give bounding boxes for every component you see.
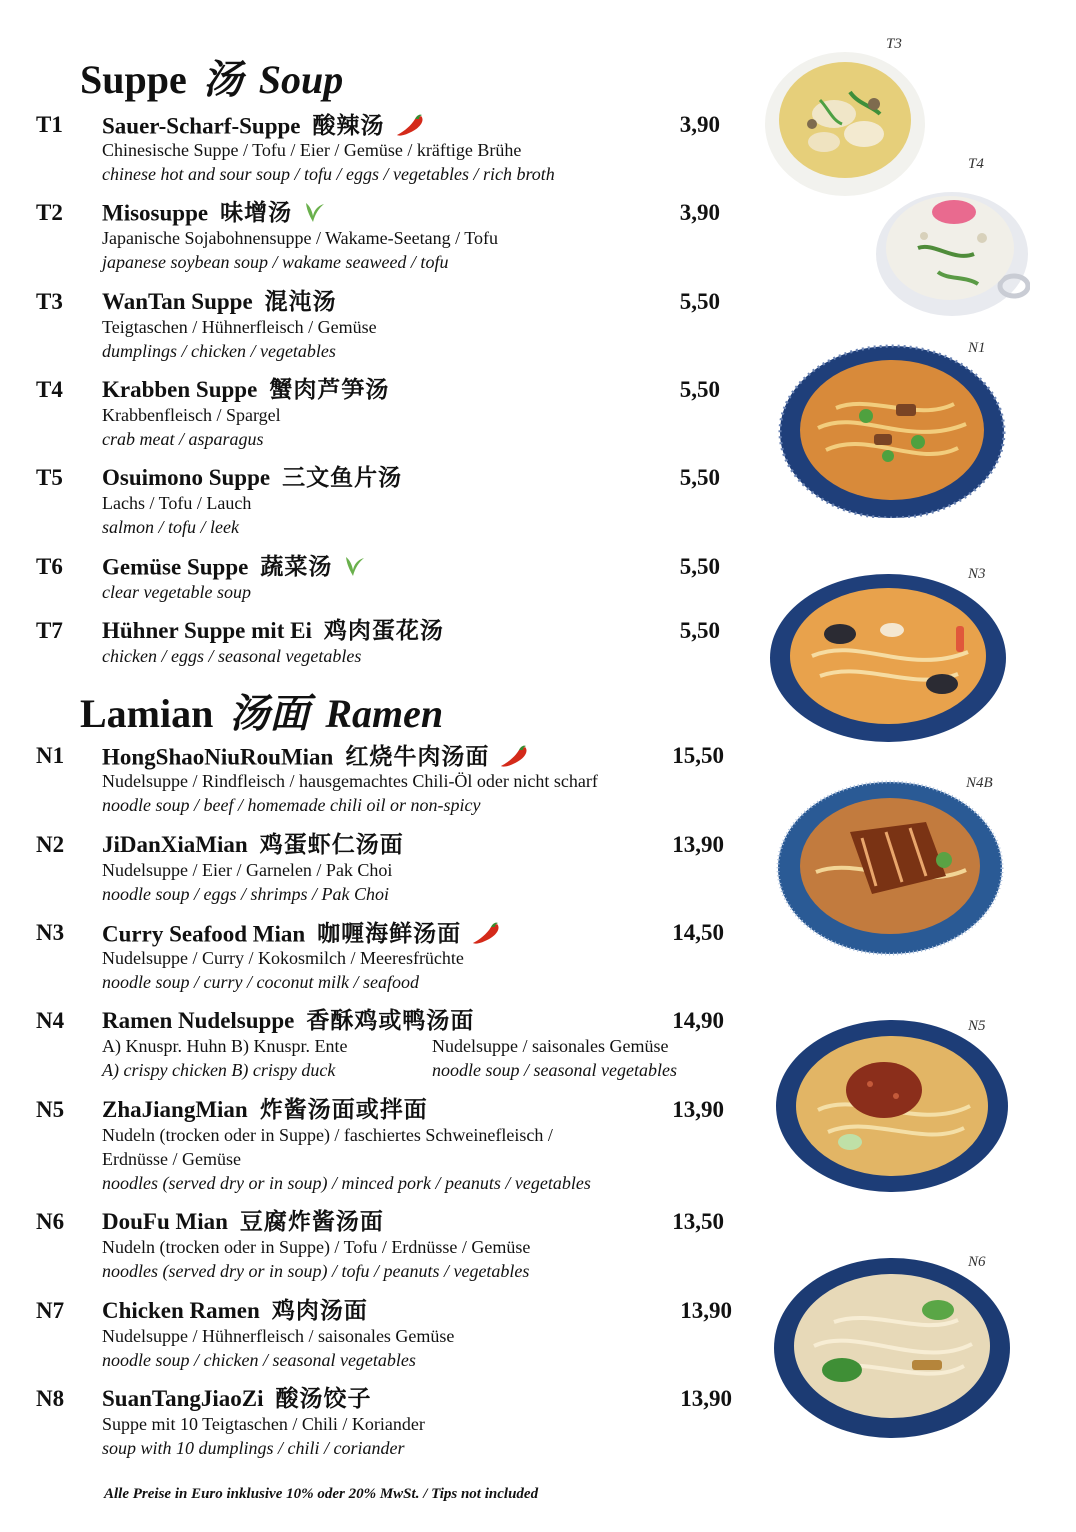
item-desc-de: Nudelsuppe / Hühnerfleisch / saisonales Gemüse — [102, 1326, 455, 1346]
item-code: N7 — [36, 1298, 65, 1323]
soup-section-title — [80, 58, 343, 102]
item-price: 13,90 — [680, 1386, 732, 1411]
item-name: Gemüse Suppe — [102, 554, 249, 580]
item-desc-en-extra: noodle soup / seasonal vegetables — [432, 1060, 677, 1080]
tofu-noodle-bowl-image — [772, 1250, 1014, 1445]
item-name: Hühner Suppe mit Ei — [102, 618, 312, 643]
photo-label-n5: N5 — [968, 1018, 986, 1034]
item-name: HongShaoNiuRouMian — [102, 744, 334, 770]
item-name-zh: 味增汤 — [220, 200, 293, 226]
duck-ramen-bowl-image — [776, 776, 1006, 961]
curry-seafood-bowl-image — [768, 566, 1008, 749]
zhajiang-noodle-bowl-image — [774, 1014, 1012, 1199]
item-desc-en: dumplings / chicken / vegetables — [102, 341, 336, 361]
item-price: 13,90 — [672, 832, 724, 857]
item-price: 5,50 — [679, 618, 720, 643]
item-desc-de: Krabbenfleisch / Spargel — [102, 405, 281, 425]
item-price: 5,50 — [679, 377, 720, 402]
item-name-zh: 鸡肉蛋花汤 — [323, 618, 444, 643]
item-code: T7 — [36, 618, 63, 643]
item-name: Misosuppe — [102, 200, 209, 226]
item-name: SuanTangJiaoZi — [102, 1386, 264, 1411]
item-name-zh: 咖喱海鲜汤面 — [317, 921, 462, 947]
photo-label-n4b: N4B — [966, 775, 993, 791]
ramen-title-en: Ramen — [325, 691, 444, 736]
item-name-zh: 三文鱼片汤 — [282, 465, 403, 490]
item-desc-en: noodle soup / chicken / seasonal vegetables — [102, 1350, 416, 1370]
item-code: N5 — [36, 1097, 65, 1122]
item-desc-en: chinese hot and sour soup / tofu / eggs / vegetables / rich broth — [102, 164, 555, 184]
item-price: 13,90 — [672, 1097, 724, 1122]
item-price: 3,90 — [679, 112, 720, 137]
item-name: Curry Seafood Mian — [102, 921, 306, 947]
item-desc-en: crab meat / asparagus — [102, 429, 264, 449]
item-name-zh: 酸辣汤 — [312, 113, 385, 139]
ramen-section-title — [80, 692, 443, 736]
item-price: 5,50 — [679, 289, 720, 314]
item-desc-de: Chinesische Suppe / Tofu / Eier / Gemüse / kräftige Brühe — [102, 140, 522, 160]
chili-icon — [471, 920, 501, 952]
photo-label-n6: N6 — [968, 1254, 986, 1270]
item-name: Chicken Ramen — [102, 1298, 260, 1323]
soup-title-en: Soup — [258, 57, 344, 102]
item-name: DouFu Mian — [102, 1209, 228, 1234]
item-desc-en: clear vegetable soup — [102, 582, 251, 602]
vegetarian-leaf-icon — [342, 554, 366, 584]
item-code: N8 — [36, 1386, 65, 1411]
item-desc-de: Lachs / Tofu / Lauch — [102, 493, 252, 513]
item-desc-de: Teigtaschen / Hühnerfleisch / Gemüse — [102, 317, 377, 337]
item-desc-en: noodles (served dry or in soup) / minced pork / peanuts / vegetables — [102, 1173, 591, 1193]
item-desc-de: Nudelsuppe / Curry / Kokosmilch / Meeresfrüchte — [102, 948, 464, 968]
item-desc-de: Suppe mit 10 Teigtaschen / Chili / Koriander — [102, 1414, 425, 1434]
item-price: 13,50 — [672, 1209, 724, 1234]
item-code: N1 — [36, 743, 65, 768]
item-price: 14,50 — [672, 920, 724, 945]
item-code: T4 — [36, 377, 63, 402]
item-desc-en: soup with 10 dumplings / chili / coriander — [102, 1438, 405, 1458]
item-code: T5 — [36, 465, 63, 490]
item-code: T3 — [36, 289, 63, 314]
item-name-zh: 红烧牛肉汤面 — [345, 744, 490, 770]
photo-label-n3: N3 — [968, 566, 986, 582]
item-name-zh: 鸡肉汤面 — [271, 1298, 368, 1323]
item-price: 13,90 — [680, 1298, 732, 1323]
ramen-title-de: Lamian — [80, 691, 214, 736]
item-name: Krabben Suppe — [102, 377, 258, 402]
item-desc-de: Nudelsuppe / Rindfleisch / hausgemachtes Chili-Öl oder nicht scharf — [102, 771, 598, 791]
item-desc-en: noodle soup / eggs / shrimps / Pak Choi — [102, 884, 389, 904]
item-desc-de-cont: Erdnüsse / Gemüse — [102, 1149, 241, 1169]
item-name-zh: 蔬菜汤 — [260, 554, 333, 580]
item-price: 3,90 — [679, 200, 720, 225]
item-desc-de: A) Knuspr. Huhn B) Knuspr. Ente — [102, 1036, 348, 1056]
item-name-zh: 香酥鸡或鸭汤面 — [306, 1008, 475, 1033]
item-code: N3 — [36, 920, 65, 945]
item-desc-en: noodle soup / curry / coconut milk / seafood — [102, 972, 419, 992]
item-name-zh: 蟹肉芦笋汤 — [269, 377, 390, 402]
item-desc-en: japanese soybean soup / wakame seaweed / tofu — [102, 252, 449, 272]
item-code: N2 — [36, 832, 65, 857]
photo-label-t3: T3 — [886, 36, 902, 52]
footer-note: Alle Preise in Euro inklusive 10% oder 20% MwSt. / Tips not included — [104, 1486, 539, 1502]
crab-soup-bowl-image — [874, 176, 1030, 323]
item-code: T1 — [36, 112, 63, 137]
item-price: 14,90 — [672, 1008, 724, 1033]
item-name-zh: 炸酱汤面或拌面 — [259, 1097, 428, 1122]
item-code: T2 — [36, 200, 63, 225]
soup-title-de: Suppe — [80, 57, 187, 102]
item-desc-en: noodle soup / beef / homemade chili oil or non-spicy — [102, 795, 481, 815]
item-desc-en: chicken / eggs / seasonal vegetables — [102, 646, 362, 666]
item-name: Sauer-Scharf-Suppe — [102, 113, 301, 139]
soup-title-zh: 汤 — [202, 57, 243, 102]
item-code: N4 — [36, 1008, 65, 1033]
item-price: 15,50 — [672, 743, 724, 768]
item-name: JiDanXiaMian — [102, 832, 248, 857]
photo-label-n1: N1 — [968, 340, 986, 356]
item-price: 5,50 — [679, 465, 720, 490]
item-code: T6 — [36, 554, 63, 579]
beef-noodle-bowl-image — [778, 338, 1010, 523]
item-name: WanTan Suppe — [102, 289, 253, 314]
item-code: N6 — [36, 1209, 65, 1234]
item-desc-de-extra: Nudelsuppe / saisonales Gemüse — [432, 1036, 669, 1056]
item-name: Ramen Nudelsuppe — [102, 1008, 295, 1033]
item-price: 5,50 — [679, 554, 720, 579]
item-desc-en: A) crispy chicken B) crispy duck — [102, 1060, 336, 1080]
item-desc-en: noodles (served dry or in soup) / tofu / peanuts / vegetables — [102, 1261, 530, 1281]
photo-label-t4: T4 — [968, 156, 984, 172]
item-name-zh: 鸡蛋虾仁汤面 — [259, 832, 404, 857]
item-name-zh: 豆腐炸酱汤面 — [239, 1209, 384, 1234]
ramen-title-zh: 汤面 — [229, 691, 310, 736]
item-desc-de: Nudelsuppe / Eier / Garnelen / Pak Choi — [102, 860, 393, 880]
item-name-zh: 酸汤饺子 — [275, 1386, 372, 1411]
item-desc-de: Nudeln (trocken oder in Suppe) / faschiertes Schweinefleisch / — [102, 1125, 553, 1145]
item-desc-de: Japanische Sojabohnensuppe / Wakame-Seetang / Tofu — [102, 228, 499, 248]
item-name-zh: 混沌汤 — [264, 289, 337, 314]
item-desc-en: salmon / tofu / leek — [102, 517, 239, 537]
item-desc-de: Nudeln (trocken oder in Suppe) / Tofu / Erdnüsse / Gemüse — [102, 1237, 531, 1257]
item-name: ZhaJiangMian — [102, 1097, 248, 1122]
item-name: Osuimono Suppe — [102, 465, 271, 490]
